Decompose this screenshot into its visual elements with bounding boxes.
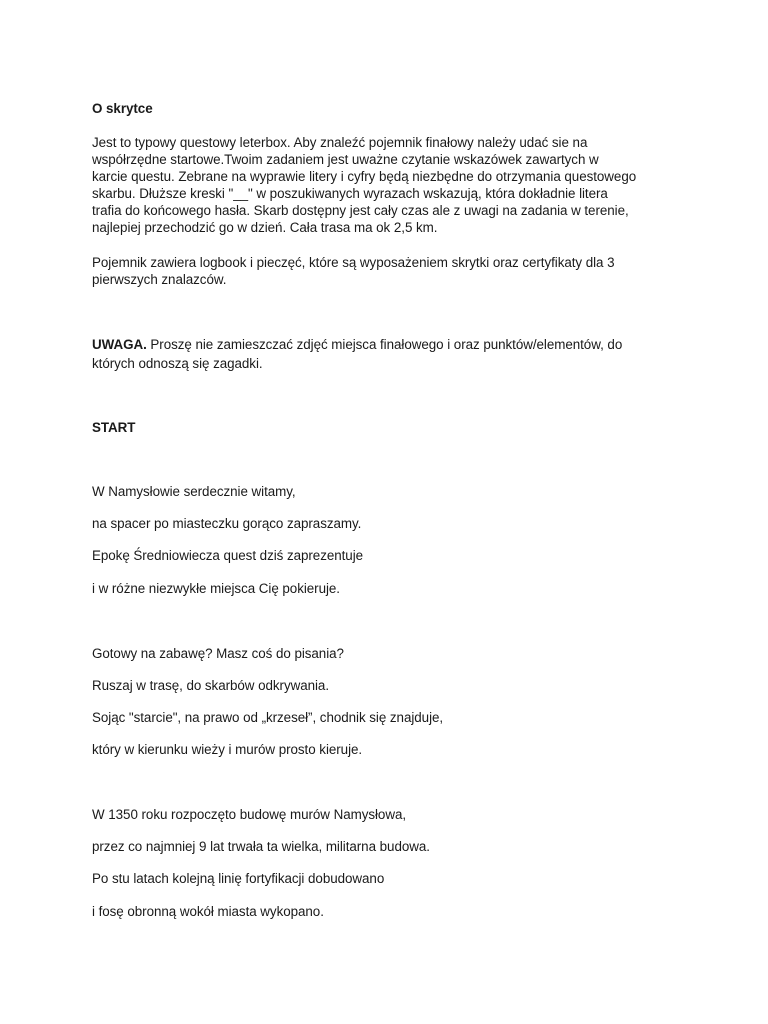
about-paragraph-line: najlepiej przechodzić go w dzień. Cała trasa ma ok 2,5 km. (92, 220, 438, 235)
verse-line: Sojąc "starcie", na prawo od „krzeseł”, chodnik się znajduje, (92, 710, 444, 725)
verse-line: Ruszaj w trasę, do skarbów odkrywania. (92, 678, 330, 693)
about-paragraph-line: współrzędne startowe.Twoim zadaniem jest uważne czytanie wskazówek zawartych w (92, 152, 599, 167)
container-paragraph-line: pierwszych znalazców. (92, 272, 227, 287)
verse-line: Epokę Średniowiecza quest dziś zaprezentuje (92, 548, 364, 563)
about-paragraph-line: skarbu. Dłuższe kreski "__" w poszukiwanych wyrazach wskazują, która dokładnie litera (92, 186, 608, 201)
verse-line: i w różne niezwykłe miejsca Cię pokieruje. (92, 581, 340, 596)
verse-line: Gotowy na zabawę? Masz coś do pisania? (92, 646, 344, 661)
verse-line: Po stu latach kolejną linię fortyfikacji dobudowano (92, 871, 385, 886)
about-paragraph-line: Jest to typowy questowy leterbox. Aby znaleźć pojemnik finałowy należy udać sie na (92, 135, 588, 150)
verse-line: na spacer po miasteczku gorąco zapraszamy. (92, 516, 362, 531)
notice-line: których odnoszą się zagadki. (92, 356, 263, 371)
about-paragraph-line: karcie questu. Zebrane na wyprawie litery i cyfry będą niezbędne do otrzymania questowego (92, 169, 637, 184)
section-heading-start: START (92, 420, 136, 435)
about-paragraph-line: trafia do końcowego hasła. Skarb dostępny jest cały czas ale z uwagi na zadania w terenie, (92, 203, 629, 218)
verse-line: przez co najmniej 9 lat trwała ta wielka, militarna budowa. (92, 839, 430, 854)
notice-text: Proszę nie zamieszczać zdjęć miejsca finałowego i oraz punktów/elementów, do (146, 337, 623, 352)
document-page (92, 0, 692, 1024)
verse-line: W 1350 roku rozpoczęto budowę murów Namysłowa, (92, 807, 407, 822)
section-heading-about: O skrytce (92, 101, 153, 116)
notice-line (92, 336, 622, 353)
container-paragraph-line: Pojemnik zawiera logbook i pieczęć, które są wyposażeniem skrytki oraz certyfikaty dla 3 (92, 255, 615, 270)
verse-line: który w kierunku wieży i murów prosto kieruje. (92, 742, 363, 757)
verse-line: i fosę obronną wokół miasta wykopano. (92, 904, 324, 919)
notice-label: UWAGA. (92, 337, 147, 352)
verse-line: W Namysłowie serdecznie witamy, (92, 484, 296, 499)
